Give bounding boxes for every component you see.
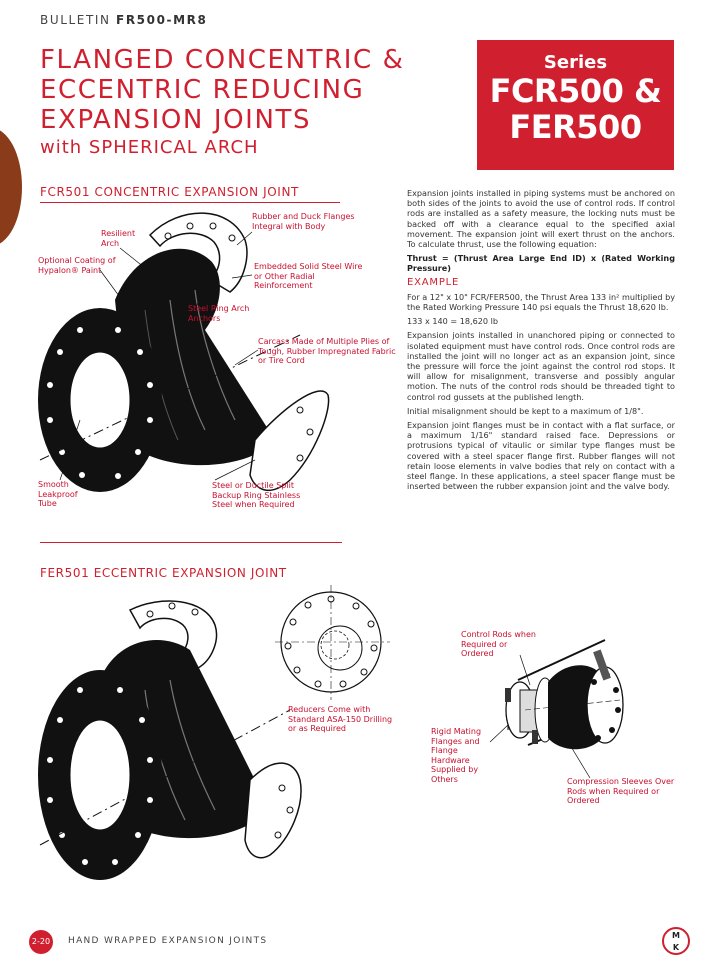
section1-heading: FCR501 CONCENTRIC EXPANSION JOINT xyxy=(40,185,299,199)
paragraph-flanges: Expansion joint flanges must be in contact with a flat surface, or a maximum 1/16" standard raised face. Depressions or protrusions typical of vitaulic or similar type flanges must be covered with a steel spacer flange first. Rubber flanges will not retain loose elements in valve bodies that rely on contact with a steel flange. In these applications, a steel spacer flange must be inserted between the rubber expansion joint and the valve body. xyxy=(407,420,675,492)
mk-logo-icon: M K xyxy=(662,927,690,955)
example-calculation: 133 x 140 = 18,620 lb xyxy=(407,316,499,327)
series-line-2: FER500 xyxy=(509,108,642,146)
title-subtitle: with SPHERICAL ARCH xyxy=(40,137,259,158)
callout-resilient-arch: Resilient Arch xyxy=(101,229,136,248)
bulletin-code: BULLETIN FR500-MR8 xyxy=(40,13,208,27)
callout-control-rods: Control Rods when Required or Ordered xyxy=(461,630,536,658)
callout-rigid-flanges: Rigid Mating Flanges and Flange Hardware Supplied by Others xyxy=(431,727,482,784)
callout-rubber-duck-flanges: Rubber and Duck Flanges Integral with Body xyxy=(252,212,355,231)
series-label: Series xyxy=(543,52,608,73)
callout-optional-coating: Optional Coating of Hypalon® Paint xyxy=(38,256,116,275)
title-line-2: ECCENTRIC REDUCING xyxy=(40,75,365,105)
paragraph-control-rods: Expansion joints installed in unanchored piping or connected to isolated equipment must have control rods. Once control rods are installed the joint will no longer act as an expansion joint, since the pressure will force the joint against the control rod stops. It will allow for misalignment, transverse and possibly angular motion. The nuts of the control rods should be threaded tight to control rod gussets at the published length. xyxy=(407,330,675,402)
footer-title: HAND WRAPPED EXPANSION JOINTS xyxy=(68,936,268,946)
title-line-3: EXPANSION JOINTS xyxy=(40,105,312,135)
callout-steel-ring: Steel Ring Arch Anchors xyxy=(188,304,250,323)
page-number-badge: 2-20 xyxy=(29,930,53,954)
callout-compression-sleeves: Compression Sleeves Over Rods when Required or Ordered xyxy=(567,777,675,805)
paragraph-misalignment: Initial misalignment should be kept to a maximum of 1/8". xyxy=(407,405,644,416)
section-divider xyxy=(40,542,342,543)
example-heading: EXAMPLE xyxy=(407,276,460,288)
flange-face-diagram xyxy=(275,585,390,700)
control-rod-assembly-drawing xyxy=(490,640,623,778)
paragraph-example: For a 12" x 10" FCR/FER500, the Thrust Area 133 in² multiplied by the Rated Working Pressure 140 psi equals the Thrust 18,620 lb. xyxy=(407,291,675,313)
thrust-formula: Thrust = (Thrust Area Large End ID) x (Rated Working Pressure) xyxy=(407,253,675,274)
paragraph-anchoring: Expansion joints installed in piping systems must be anchored on both sides of the joints to avoid the use of control rods. If control rods are installed as a safety measure, the locking nuts must be backed off with a clearance equal to the specified axial movement. The expansion joint will exert thrust on the anchors. To calculate thrust, use the following equation: xyxy=(407,188,675,250)
callout-reducers: Reducers Come with Standard ASA-150 Drilling or as Required xyxy=(288,705,393,733)
callout-embedded-wire: Embedded Solid Steel Wire or Other Radial Reinforcement xyxy=(254,262,363,290)
title-line-1: FLANGED CONCENTRIC & xyxy=(40,45,405,75)
callout-smooth-tube: Smooth Leakproof Tube xyxy=(38,480,78,508)
callout-backup-ring: Steel or Ductile Split Backup Ring Stainless Steel when Required xyxy=(212,481,301,509)
series-line-1: FCR500 & xyxy=(489,72,662,110)
section2-heading: FER501 ECCENTRIC EXPANSION JOINT xyxy=(40,566,287,580)
callout-carcass: Carcass Made of Multiple Plies of Tough, Rubber Impregnated Fabric or Tire Cord xyxy=(258,337,396,365)
eccentric-joint-drawing xyxy=(38,601,301,880)
body-text xyxy=(407,188,675,495)
